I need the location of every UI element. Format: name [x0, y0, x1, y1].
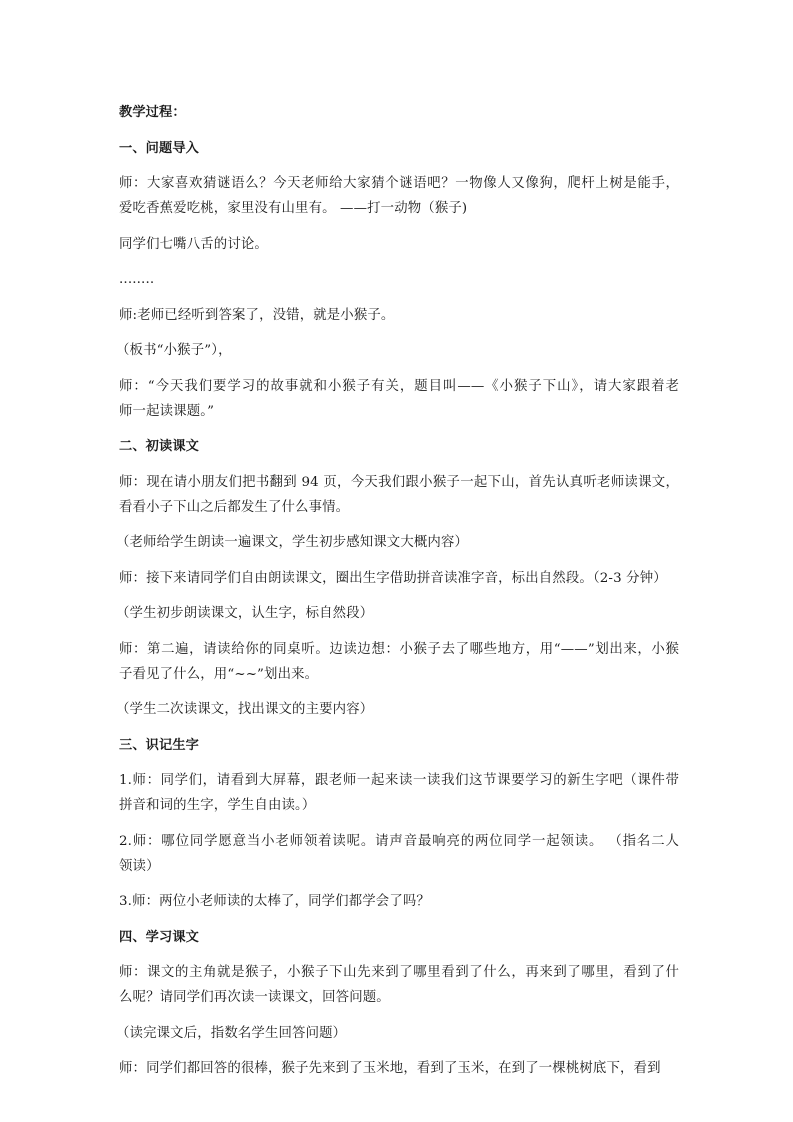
paragraph: [119, 374, 679, 424]
text-line: 师一起读课题。”: [119, 403, 215, 419]
stage-note: [116, 1021, 679, 1046]
paragraph: [119, 303, 679, 328]
stage-note: [116, 601, 679, 626]
paragraph: [119, 566, 679, 591]
text-line: 师：现在请小朋友们把书翻到 94 页，今天我们跟小猴子一起下山，首先认真听老师读课文，: [119, 474, 679, 490]
text-line: 师：课文的主角就是猴子，小猴子下山先来到了哪里看到了什么，再来到了哪里，看到了什: [119, 965, 679, 980]
text-line: 师：大家喜欢猜谜语么？今天老师给大家猜个谜语吧？一物像人又像狗，爬杆上树是能手，: [119, 176, 679, 191]
paragraph: [119, 829, 679, 879]
text-line: 子看见了什么，用“~~”划出来。: [119, 666, 319, 682]
stage-note: [116, 697, 679, 722]
text-line: （读完课文后，指数名学生回答问题）: [116, 1025, 347, 1041]
text-line: （老师给学生朗读一遍课文，学生初步感知课文大概内容）: [116, 535, 469, 550]
text-line: （学生初步朗读课文，认生字，标自然段）: [116, 606, 374, 621]
text-line: 2.师：哪位同学愿意当小老师领着读呢。请声音最响亮的两位同学一起领读。 （指名二人: [119, 833, 679, 849]
paragraph: [119, 232, 679, 257]
text-line: 看看小子下山之后都发生了什么事情。: [119, 499, 350, 515]
text-line: 师：接下来请同学们自由朗读课文，圈出生字借助拼音读准字音，标出自然段。（2-3 分钟）: [119, 570, 667, 586]
paragraph: [119, 960, 679, 1010]
document-body: [116, 100, 679, 1092]
paragraph: [119, 267, 679, 292]
paragraph: [119, 889, 679, 914]
paragraph: [119, 637, 679, 687]
text-line: 一、问题导入: [119, 140, 200, 156]
text-line: （板书“小猴子”），: [116, 343, 232, 358]
paragraph: [119, 1056, 679, 1081]
text-line: 教学过程：: [119, 105, 186, 120]
text-line: 师:老师已经听到答案了，没错，就是小猴子。: [119, 307, 395, 323]
text-line: 领读）: [119, 858, 160, 874]
text-line: 师：“今天我们要学习的故事就和小猴子有关，题目叫——《小猴子下山》，请大家跟着老: [119, 378, 679, 394]
text-line: 拼音和词的生字，学生自由读。）: [119, 798, 316, 813]
text-line: ........: [119, 272, 155, 287]
text-line: 四、学习课文: [119, 929, 200, 945]
section-heading: [119, 136, 679, 161]
text-line: 师：第二遍，请读给你的同桌听。边读边想：小猴子去了哪些地方，用“——”划出来，小猴: [119, 641, 679, 657]
section-heading: [119, 925, 679, 950]
text-line: （学生二次读课文，找出课文的主要内容）: [116, 702, 374, 717]
section-heading: [119, 434, 679, 459]
text-line: 爱吃香蕉爱吃桃，家里没有山里有。 ——打一动物（猴子): [119, 201, 468, 216]
text-line: 师：同学们都回答的很棒，猴子先来到了玉米地，看到了玉米，在到了一棵桃树底下，看到: [119, 1061, 661, 1076]
text-line: 三、识记生字: [119, 737, 200, 753]
stage-note: [116, 338, 679, 363]
paragraph: [119, 768, 679, 818]
paragraph: [119, 470, 679, 520]
text-line: 3.师：两位小老师读的太棒了，同学们都学会了吗？: [119, 894, 430, 909]
section-heading: [119, 733, 679, 758]
text-line: 1.师：同学们，请看到大屏幕，跟老师一起来读一读我们这节课要学习的新生字吧（课件带: [119, 773, 679, 788]
text-line: 二、初读课文: [119, 439, 200, 454]
text-line: 么呢？请同学们再次读一读课文，回答问题。: [119, 990, 390, 1005]
text-line: 同学们七嘴八舌的讨论。: [119, 236, 268, 252]
stage-note: [116, 530, 679, 555]
paragraph: [119, 171, 679, 221]
document-title: [119, 100, 679, 125]
